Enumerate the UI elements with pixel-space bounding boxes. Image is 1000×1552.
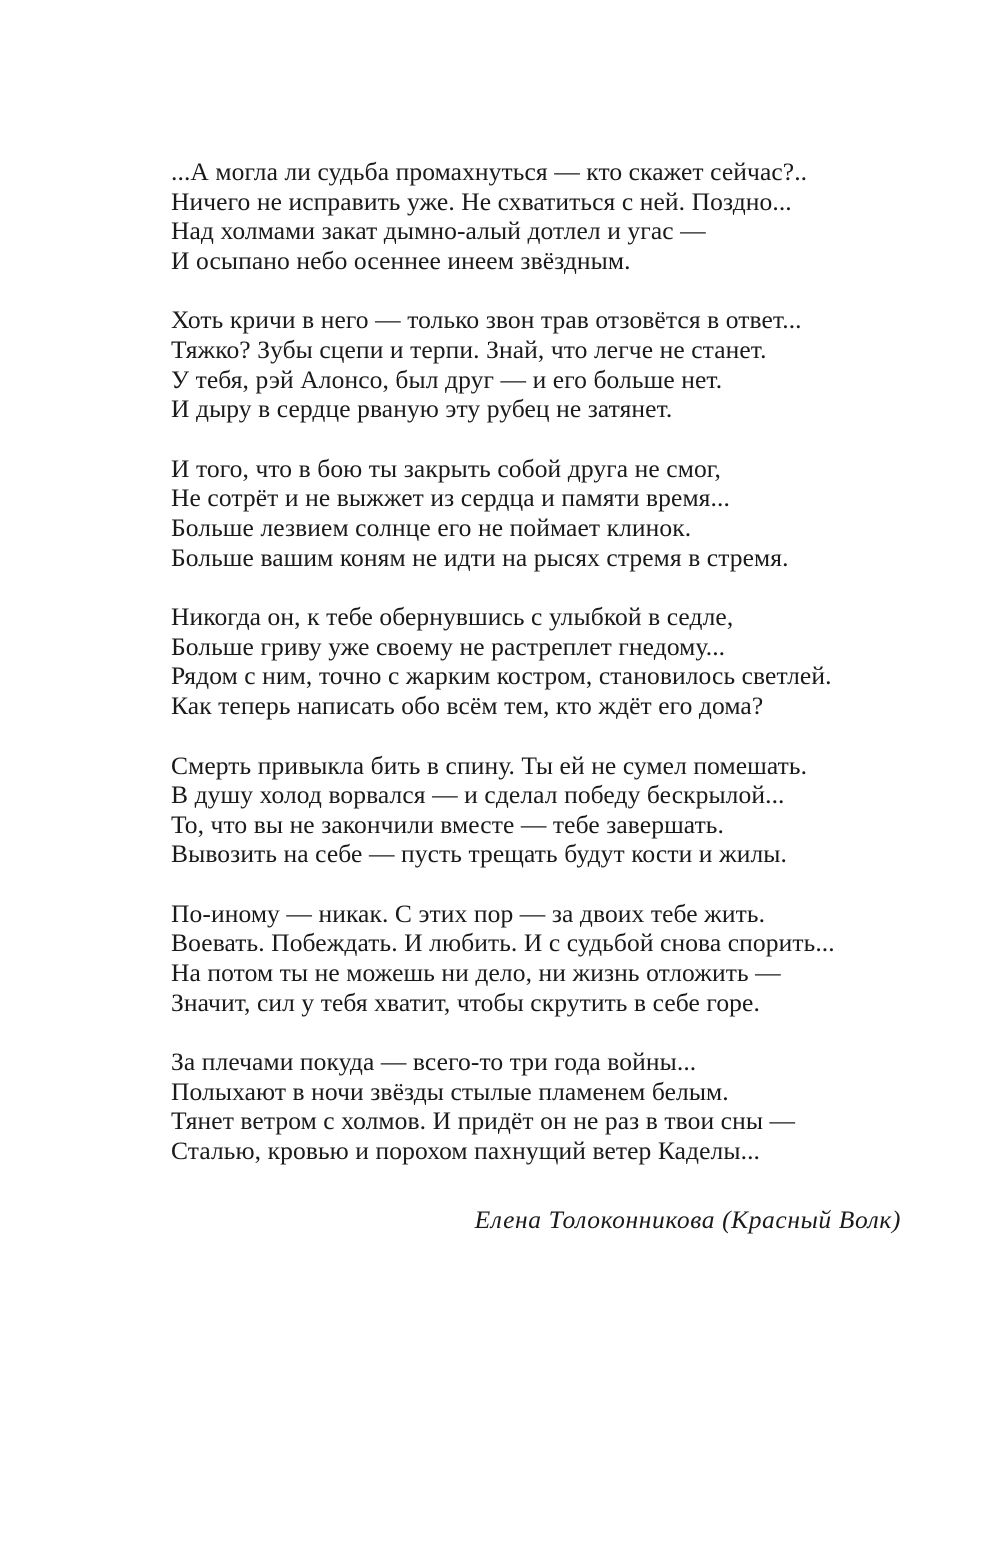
poem-line: Вывозить на себе — пусть трещать будут кости и жилы. bbox=[171, 839, 788, 869]
stanza-1 bbox=[171, 157, 951, 275]
poem-line: За плечами покуда — всего-то три года войны... bbox=[171, 1047, 697, 1077]
poem-line: Не сотрёт и не выжжет из сердца и памяти время... bbox=[171, 483, 730, 513]
poem-body bbox=[171, 157, 951, 1196]
poem-line: Тяжко? Зубы сцепи и терпи. Знай, что легче не станет. bbox=[171, 334, 767, 364]
poem-line: Смерть привыкла бить в спину. Ты ей не сумел помешать. bbox=[171, 750, 808, 780]
poem-line: И дыру в сердце рваную эту рубец не затянет. bbox=[171, 394, 673, 424]
poem-line: Полыхают в ночи звёзды стылые пламенем белым. bbox=[171, 1076, 729, 1106]
poem-line: Как теперь написать обо всём тем, кто ждёт его дома? bbox=[171, 690, 764, 720]
poem-line: На потом ты не можешь ни дело, ни жизнь отложить — bbox=[171, 958, 781, 988]
poem-line: Сталью, кровью и порохом пахнущий ветер Каделы... bbox=[171, 1136, 761, 1166]
poem-line: Хоть кричи в него — только звон трав отзовётся в ответ... bbox=[171, 305, 802, 335]
poem-line: Значит, сил у тебя хватит, чтобы скрутить в себе горе. bbox=[171, 987, 760, 1017]
poem-line: ...А могла ли судьба промахнуться — кто скажет сейчас?.. bbox=[171, 157, 808, 186]
stanza-4 bbox=[171, 602, 951, 720]
poem-line: Ничего не исправить уже. Не схватиться с ней. Поздно... bbox=[171, 186, 792, 216]
poem-line: Рядом с ним, точно с жарким костром, становилось светлей. bbox=[171, 661, 832, 691]
poem-line: Больше вашим коням не идти на рысях стремя в стремя. bbox=[171, 542, 789, 572]
stanza-5 bbox=[171, 751, 951, 869]
poem-line: Воевать. Побеждать. И любить. И с судьбой снова спорить... bbox=[171, 928, 835, 958]
poem-line: У тебя, рэй Алонсо, был друг — и его больше нет. bbox=[171, 364, 723, 394]
poem-line: Больше гриву уже своему не растреплет гнедому... bbox=[171, 631, 726, 661]
poem-line: И того, что в бою ты закрыть собой друга не смог, bbox=[171, 453, 721, 483]
stanza-2 bbox=[171, 305, 951, 423]
poem-line: Никогда он, к тебе обернувшись с улыбкой в седле, bbox=[171, 602, 734, 632]
stanza-7 bbox=[171, 1047, 951, 1165]
poem-line: И осыпано небо осеннее инеем звёздным. bbox=[171, 245, 631, 275]
author-signature: Елена Толоконникова (Красный Волк) bbox=[474, 1205, 901, 1234]
poem-line: То, что вы не закончили вместе — тебе завершать. bbox=[171, 809, 725, 839]
poem-line: В душу холод ворвался — и сделал победу бескрылой... bbox=[171, 780, 785, 810]
poem-line: Над холмами закат дымно-алый дотлел и угас — bbox=[171, 216, 706, 246]
poem-line: Больше лезвием солнце его не поймает клинок. bbox=[171, 512, 692, 542]
poem-line: По-иному — никак. С этих пор — за двоих тебе жить. bbox=[171, 898, 766, 928]
stanza-6 bbox=[171, 899, 951, 1017]
poem-line: Тянет ветром с холмов. И придёт он не раз в твои сны — bbox=[171, 1106, 796, 1136]
stanza-3 bbox=[171, 454, 951, 572]
